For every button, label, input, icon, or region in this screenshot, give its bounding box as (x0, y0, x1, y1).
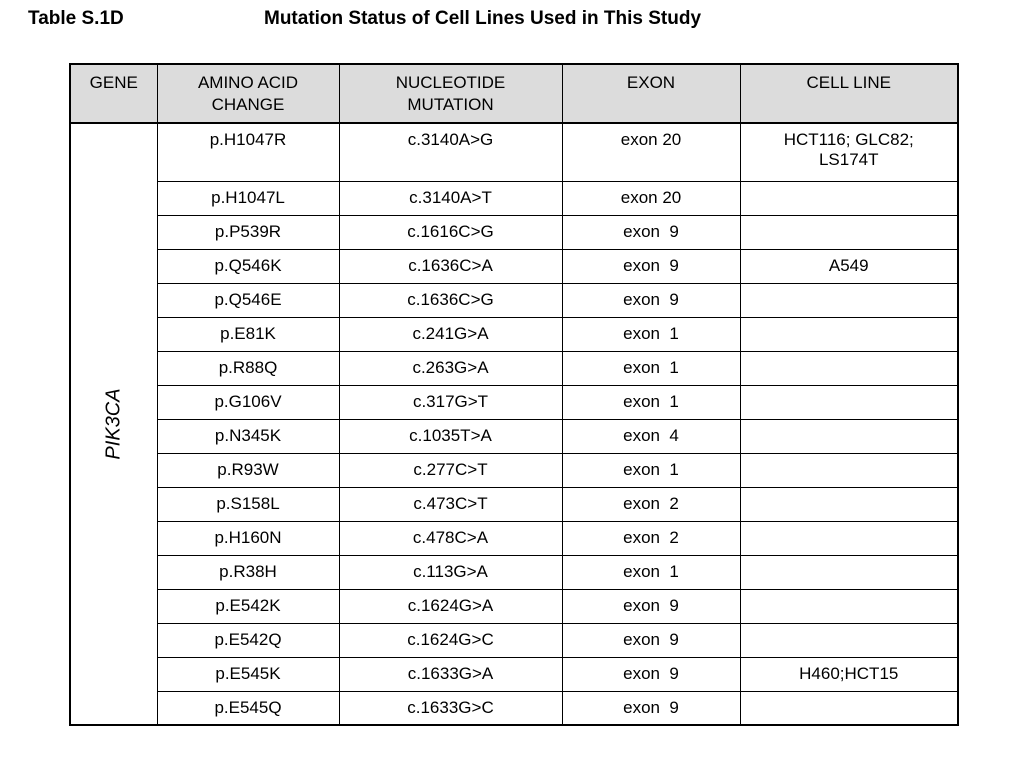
exon-cell: exon 1 (562, 317, 740, 351)
table-row (70, 691, 958, 725)
cell-line-cell: HCT116; GLC82; LS174T (740, 123, 958, 181)
header-nucleotide-mutation: NUCLEOTIDE MUTATION (339, 64, 562, 123)
table-row (70, 181, 958, 215)
header-amino-acid-change: AMINO ACID CHANGE (157, 64, 339, 123)
amino-acid-cell: p.Q546E (157, 283, 339, 317)
exon-cell: exon 9 (562, 691, 740, 725)
exon-cell: exon 1 (562, 453, 740, 487)
amino-acid-cell: p.G106V (157, 385, 339, 419)
table-row (70, 123, 958, 181)
amino-acid-cell: p.S158L (157, 487, 339, 521)
amino-acid-cell: p.R93W (157, 453, 339, 487)
table-label: Table S.1D (28, 8, 124, 29)
nucleotide-cell: c.1624G>C (339, 623, 562, 657)
table-row (70, 249, 958, 283)
nucleotide-cell: c.1624G>A (339, 589, 562, 623)
cell-line-cell (740, 419, 958, 453)
exon-cell: exon 20 (562, 181, 740, 215)
nucleotide-cell: c.3140A>T (339, 181, 562, 215)
cell-line-cell (740, 181, 958, 215)
nucleotide-cell: c.263G>A (339, 351, 562, 385)
exon-cell: exon 9 (562, 283, 740, 317)
gene-name: PIK3CA (102, 387, 125, 460)
amino-acid-cell: p.E542Q (157, 623, 339, 657)
table-title: Mutation Status of Cell Lines Used in This Study (264, 8, 702, 29)
table-row (70, 657, 958, 691)
table-row (70, 215, 958, 249)
amino-acid-cell: p.R88Q (157, 351, 339, 385)
amino-acid-cell: p.Q546K (157, 249, 339, 283)
amino-acid-cell: p.E542K (157, 589, 339, 623)
table-row (70, 419, 958, 453)
amino-acid-cell: p.E81K (157, 317, 339, 351)
cell-line-cell (740, 283, 958, 317)
cell-line-cell (740, 691, 958, 725)
nucleotide-cell: c.1633G>C (339, 691, 562, 725)
exon-cell: exon 1 (562, 385, 740, 419)
gene-cell (70, 123, 157, 725)
cell-line-cell: H460;HCT15 (740, 657, 958, 691)
exon-cell: exon 4 (562, 419, 740, 453)
nucleotide-cell: c.478C>A (339, 521, 562, 555)
header-exon: EXON (562, 64, 740, 123)
cell-line-cell (740, 589, 958, 623)
table-row (70, 487, 958, 521)
nucleotide-cell: c.1035T>A (339, 419, 562, 453)
exon-cell: exon 9 (562, 215, 740, 249)
amino-acid-cell: p.H1047R (157, 123, 339, 181)
amino-acid-cell: p.R38H (157, 555, 339, 589)
exon-cell: exon 1 (562, 555, 740, 589)
table-row (70, 317, 958, 351)
cell-line-cell (740, 555, 958, 589)
mutation-table (69, 63, 959, 726)
cell-line-cell (740, 351, 958, 385)
cell-line-cell (740, 453, 958, 487)
cell-line-cell: A549 (740, 249, 958, 283)
cell-line-cell (740, 215, 958, 249)
exon-cell: exon 9 (562, 249, 740, 283)
exon-cell: exon 1 (562, 351, 740, 385)
exon-cell: exon 20 (562, 123, 740, 181)
amino-acid-cell: p.H160N (157, 521, 339, 555)
cell-line-cell (740, 623, 958, 657)
table-row (70, 623, 958, 657)
header-gene: GENE (70, 64, 157, 123)
exon-cell: exon 9 (562, 589, 740, 623)
nucleotide-cell: c.1636C>G (339, 283, 562, 317)
table-row (70, 589, 958, 623)
amino-acid-cell: p.E545Q (157, 691, 339, 725)
cell-line-cell (740, 521, 958, 555)
amino-acid-cell: p.H1047L (157, 181, 339, 215)
table-row (70, 283, 958, 317)
exon-cell: exon 9 (562, 623, 740, 657)
table-row (70, 521, 958, 555)
exon-cell: exon 2 (562, 487, 740, 521)
nucleotide-cell: c.241G>A (339, 317, 562, 351)
nucleotide-cell: c.277C>T (339, 453, 562, 487)
header-cell-line: CELL LINE (740, 64, 958, 123)
amino-acid-cell: p.E545K (157, 657, 339, 691)
cell-line-cell (740, 487, 958, 521)
table-row (70, 385, 958, 419)
amino-acid-cell: p.N345K (157, 419, 339, 453)
exon-cell: exon 2 (562, 521, 740, 555)
cell-line-cell (740, 385, 958, 419)
nucleotide-cell: c.1636C>A (339, 249, 562, 283)
nucleotide-cell: c.1633G>A (339, 657, 562, 691)
nucleotide-cell: c.317G>T (339, 385, 562, 419)
table-row (70, 555, 958, 589)
header-row (70, 64, 958, 123)
exon-cell: exon 9 (562, 657, 740, 691)
nucleotide-cell: c.113G>A (339, 555, 562, 589)
nucleotide-cell: c.1616C>G (339, 215, 562, 249)
nucleotide-cell: c.473C>T (339, 487, 562, 521)
table-row (70, 453, 958, 487)
table-row (70, 351, 958, 385)
cell-line-cell (740, 317, 958, 351)
nucleotide-cell: c.3140A>G (339, 123, 562, 181)
amino-acid-cell: p.P539R (157, 215, 339, 249)
